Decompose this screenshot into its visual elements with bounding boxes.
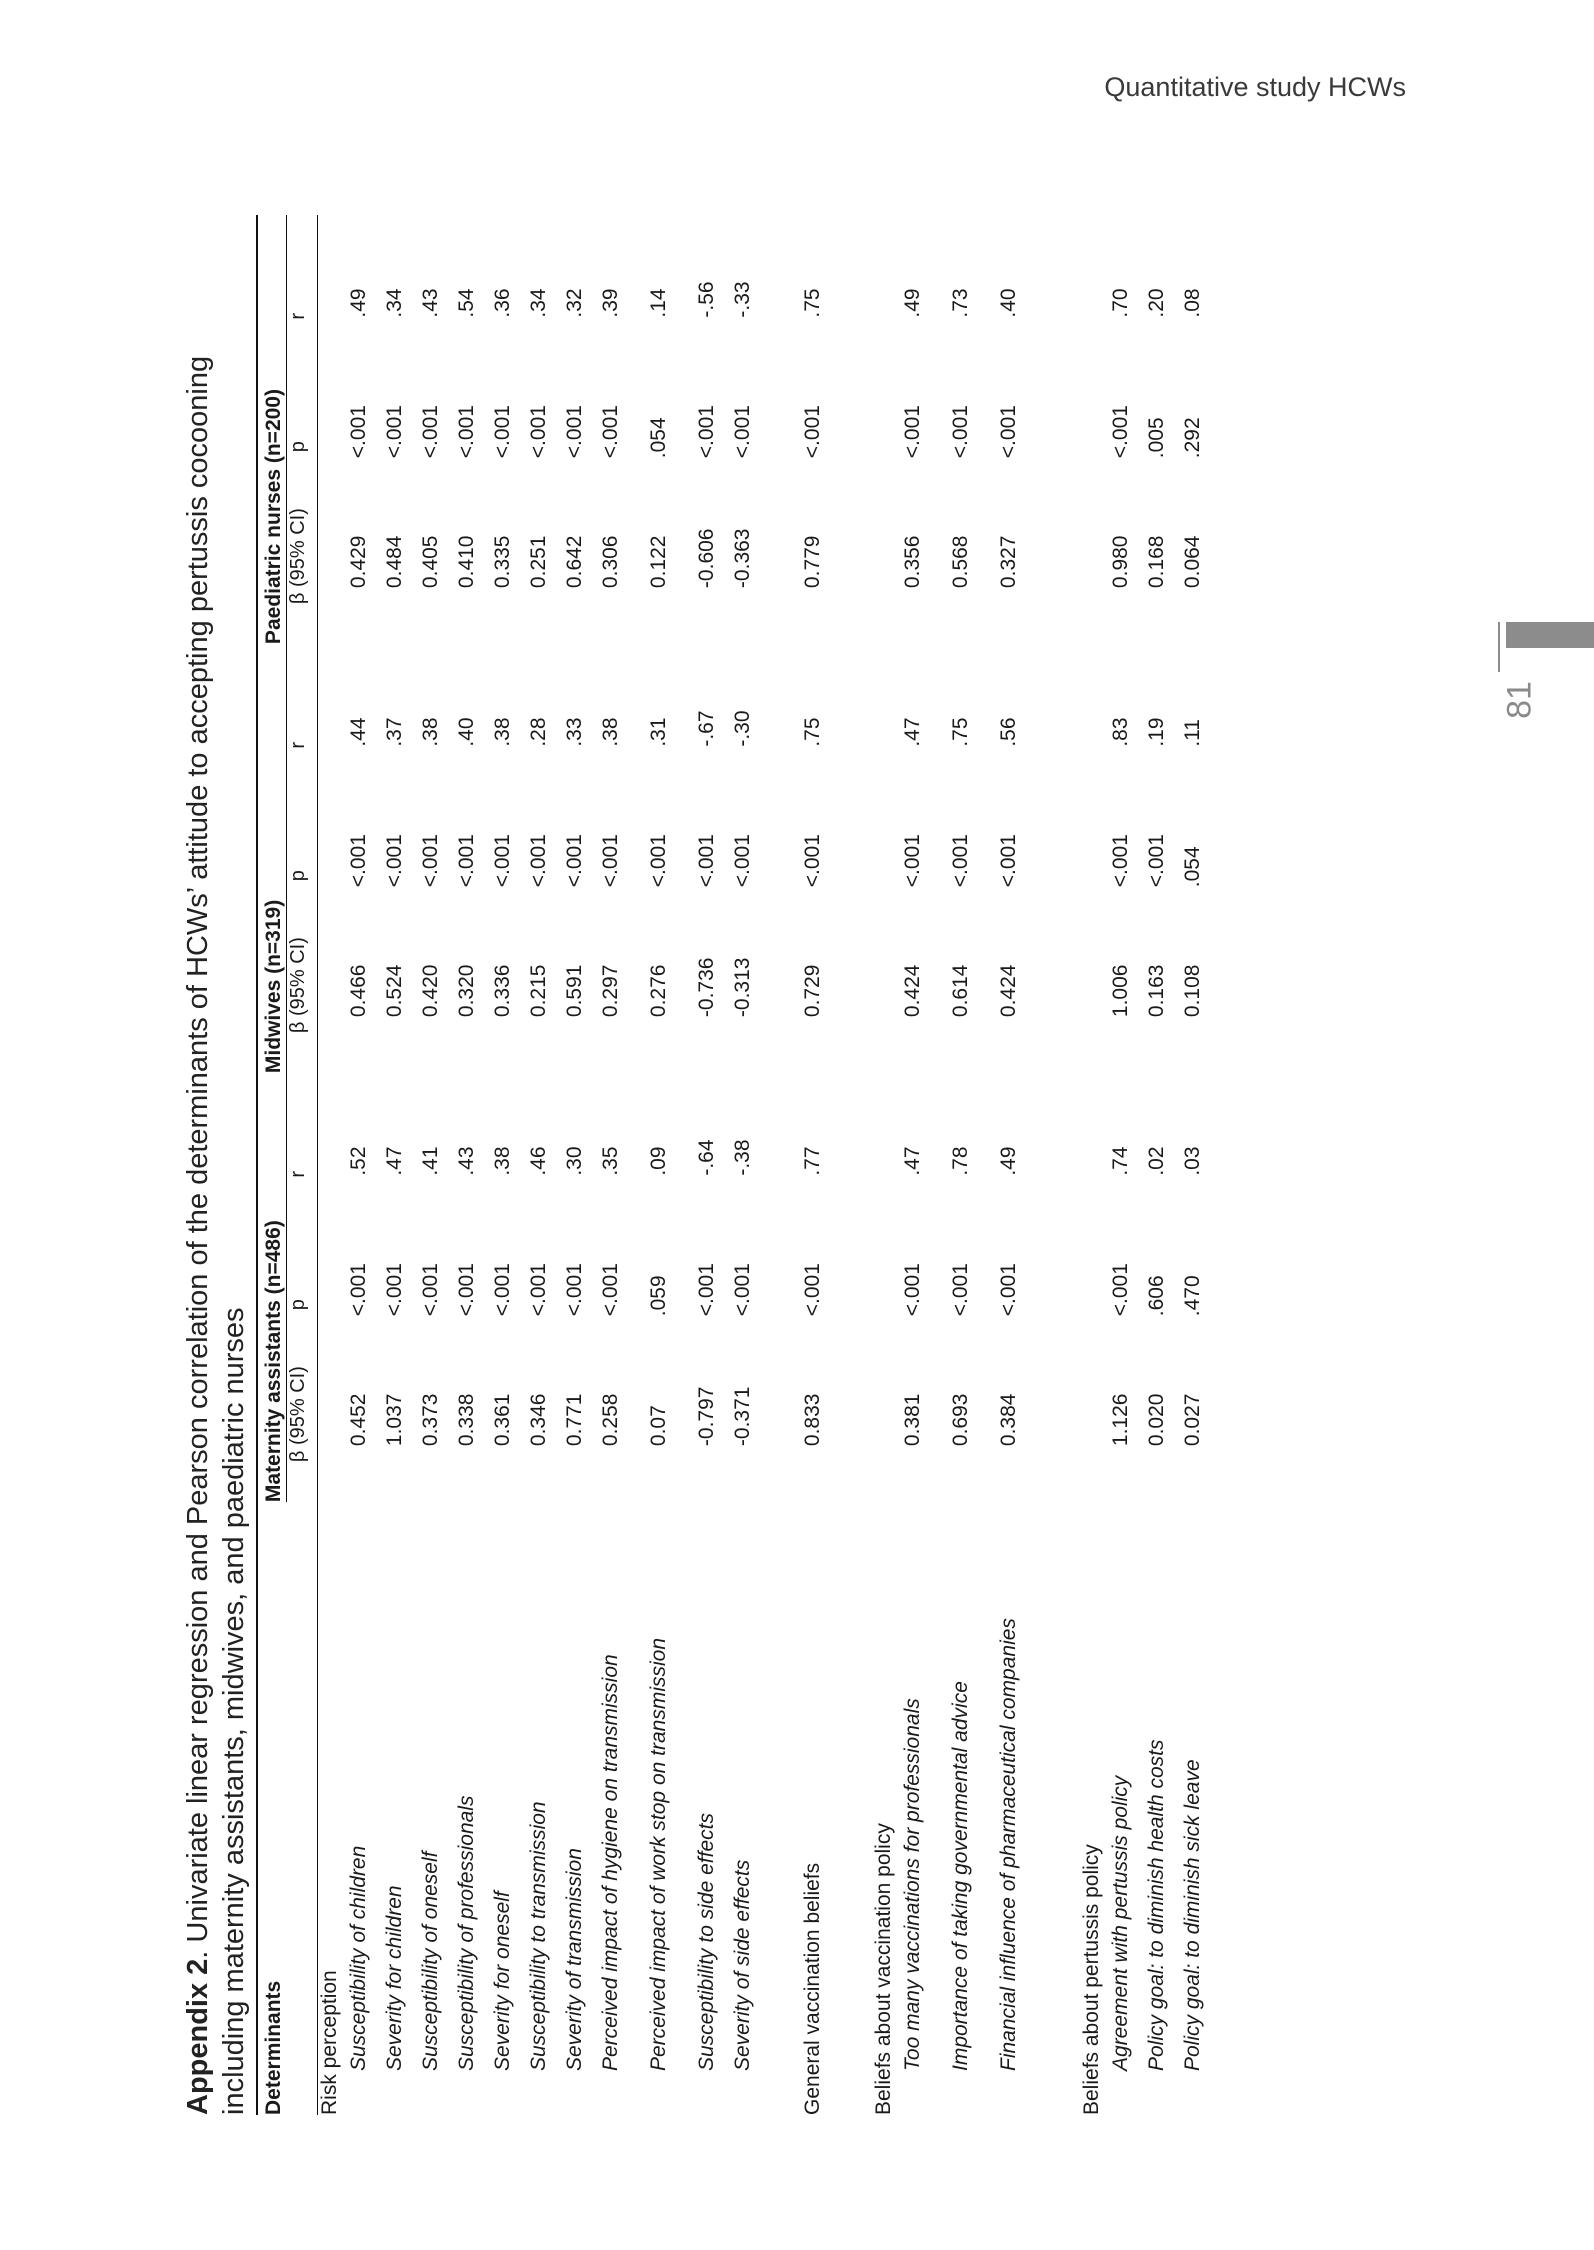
r-value: .49 [901,288,924,318]
table-row [564,215,600,2115]
determinant-label: Agreement with pertussis policy [1109,1775,1132,2071]
r-value: .46 [527,1146,550,1176]
beta-value: 0.320 [455,964,478,1018]
p-value: <.001 [901,834,924,888]
caption-label: Appendix 2 [182,1958,214,2115]
table-row [384,215,420,2115]
table-row [1110,215,1146,2115]
p-value: <.001 [997,405,1020,459]
r-value: .49 [997,1146,1020,1176]
r-value: .14 [647,288,670,318]
category-row [318,215,349,2115]
p-value: .606 [1145,1275,1168,1317]
determinant-label: Susceptibility of oneself [419,1851,442,2071]
r-value: .75 [949,717,972,747]
sub-r: r [287,1171,309,1178]
r-value: -.38 [731,1139,754,1176]
p-value: <.001 [949,405,972,459]
determinant-label: Severity of transmission [563,1848,586,2071]
p-value: <.001 [599,1263,622,1317]
p-value: <.001 [347,834,370,888]
p-value: <.001 [347,1263,370,1317]
beta-value: 1.006 [1109,964,1132,1018]
beta-value: 0.122 [647,535,670,589]
r-value: .44 [347,717,370,747]
r-value: .38 [419,717,442,747]
sub-p: p [287,441,309,453]
beta-value: 0.335 [491,535,514,589]
beta-value: 0.980 [1109,535,1132,589]
p-value: <.001 [455,1263,478,1317]
sub-p: p [287,870,309,882]
beta-value: 0.484 [383,535,406,589]
beta-value: 0.108 [1181,964,1204,1018]
determinant-label: Susceptibility to side effects [695,1813,718,2071]
r-value: .77 [801,1146,824,1176]
table-row [696,215,732,2115]
beta-value: 0.276 [647,964,670,1018]
beta-value: 0.420 [419,964,442,1018]
determinant-label: Policy goal: to diminish health costs [1145,1739,1168,2071]
r-value: .40 [997,288,1020,318]
beta-value: 0.336 [491,964,514,1018]
p-value: .005 [1145,417,1168,459]
p-value: <.001 [695,834,718,888]
r-value: -.56 [695,281,718,318]
col-determinants: Determinants [262,1980,285,2115]
p-value: <.001 [419,405,442,459]
determinant-label: Severity for oneself [491,1891,514,2071]
determinant-label: Financial influence of pharmaceutical companies [997,1618,1020,2071]
beta-value: 0.452 [347,1393,370,1447]
table-row [950,215,998,2115]
r-value: -.33 [731,281,754,318]
category-row [872,215,902,2115]
beta-value: 0.642 [563,535,586,589]
beta-value: 0.591 [563,964,586,1018]
p-value: <.001 [491,405,514,459]
beta-value: 0.429 [347,535,370,589]
beta-value: 0.424 [901,964,924,1018]
sub-beta: β (95% CI) [287,508,309,605]
page-number: 81 [1500,681,1539,719]
table-row [648,215,696,2115]
r-value: .74 [1109,1146,1132,1176]
r-value: .20 [1145,288,1168,318]
r-value: .08 [1181,288,1204,318]
p-value: <.001 [527,834,550,888]
beta-value: 0.327 [997,535,1020,589]
p-value: <.001 [949,834,972,888]
r-value: .52 [347,1146,370,1176]
table-row [456,215,492,2115]
r-value: .41 [419,1146,442,1176]
p-value: <.001 [731,834,754,888]
p-value: .470 [1181,1275,1204,1317]
beta-value: 0.373 [419,1393,442,1447]
r-value: .31 [647,717,670,747]
p-value: <.001 [419,834,442,888]
p-value: <.001 [997,834,1020,888]
r-value: .36 [491,288,514,318]
r-value: .38 [599,717,622,747]
p-value: <.001 [599,405,622,459]
determinant-label: Perceived impact of hygiene on transmission [599,1654,622,2071]
sub-beta: β (95% CI) [287,1366,309,1463]
beta-value: 0.251 [527,535,550,589]
p-value: <.001 [527,405,550,459]
p-value: <.001 [527,1263,550,1317]
determinant-label: General vaccination beliefs [801,1862,824,2115]
p-value: <.001 [901,405,924,459]
p-value: <.001 [647,834,670,888]
category-risk-perception: Risk perception [318,1970,341,2115]
beta-value: 0.338 [455,1393,478,1447]
p-value: <.001 [1109,834,1132,888]
beta-value: 0.779 [801,535,824,589]
p-value: <.001 [695,1263,718,1317]
table-row [902,215,950,2115]
p-value: <.001 [563,834,586,888]
table-row [732,215,768,2115]
r-value: .83 [1109,717,1132,747]
p-value: .059 [647,1275,670,1317]
group-midwives: Midwives (n=319) [257,644,287,1073]
determinant-label: Susceptibility to transmission [527,1801,550,2071]
beta-value: 0.771 [563,1393,586,1447]
r-value: .73 [949,288,972,318]
p-value: <.001 [1109,1263,1132,1317]
r-value: .47 [383,1146,406,1176]
determinant-label: Perceived impact of work stop on transmission [647,1637,670,2071]
p-value: .054 [647,417,670,459]
table-body [318,215,1219,2115]
r-value: .09 [647,1146,670,1176]
beta-value: 0.168 [1145,535,1168,589]
beta-value: 0.064 [1181,535,1204,589]
beta-value: -0.363 [731,528,754,589]
table-caption [180,115,252,2115]
p-value: <.001 [383,405,406,459]
p-value: <.001 [901,1263,924,1317]
beta-value: 0.306 [599,535,622,589]
r-value: .47 [901,1146,924,1176]
beta-value: 0.297 [599,964,622,1018]
beta-value: 0.524 [383,964,406,1018]
beta-value: -0.736 [695,957,718,1018]
determinant-label: Policy goal: to diminish sick leave [1181,1759,1204,2071]
p-value: <.001 [731,405,754,459]
beta-value: 0.410 [455,535,478,589]
r-value: -.67 [695,710,718,747]
r-value: .34 [383,288,406,318]
determinant-label: Severity of side effects [731,1859,754,2071]
r-value: .54 [455,288,478,318]
r-value: -.64 [695,1139,718,1176]
sub-r: r [287,312,309,320]
determinant-label: Too many vaccinations for professionals [901,1698,924,2071]
beta-value: 1.126 [1109,1393,1132,1447]
beta-value: 1.037 [383,1393,406,1447]
beta-value: 0.346 [527,1393,550,1447]
r-value: .03 [1181,1146,1204,1176]
p-value: <.001 [801,834,824,888]
beta-value: 0.381 [901,1393,924,1447]
r-value: .70 [1109,288,1132,318]
table-row [802,215,838,2115]
p-value: <.001 [1109,405,1132,459]
determinant-label: Importance of taking governmental advice [949,1681,972,2071]
beta-value: -0.606 [695,528,718,589]
r-value: .33 [563,717,586,747]
table-row [528,215,564,2115]
p-value: <.001 [695,405,718,459]
sub-p: p [287,1299,309,1311]
beta-value: 0.163 [1145,964,1168,1018]
beta-value: 0.424 [997,964,1020,1018]
p-value: <.001 [347,405,370,459]
r-value: .75 [801,288,824,318]
p-value: <.001 [599,834,622,888]
caption-line2: including maternity assistants, midwives, and paediatric nurses [218,1307,250,2115]
r-value: .32 [563,288,586,318]
r-value: .47 [901,717,924,747]
sub-beta: β (95% CI) [287,937,309,1034]
r-value: .35 [599,1146,622,1176]
category-vaccination-policy: Beliefs about vaccination policy [872,1823,895,2115]
beta-value: 0.729 [801,964,824,1018]
beta-value: 0.384 [997,1393,1020,1447]
group-paediatric-nurses: Paediatric nurses (n=200) [257,215,287,644]
p-value: <.001 [383,1263,406,1317]
beta-value: -0.797 [695,1386,718,1447]
caption-text: . Univariate linear regression and Pearson correlation of the determinants of HCWs’ attitude to accepting pertussis cocooning [182,355,214,1959]
beta-value: 0.356 [901,535,924,589]
beta-value: 0.614 [949,964,972,1018]
page-tab [1506,622,1594,648]
determinant-label: Susceptibility of professionals [455,1795,478,2071]
p-value: <.001 [383,834,406,888]
table-row [348,215,384,2115]
beta-value: 0.466 [347,964,370,1018]
r-value: .43 [419,288,442,318]
p-value: .292 [1181,417,1204,459]
r-value: .39 [599,288,622,318]
p-value: <.001 [731,1263,754,1317]
beta-value: 0.833 [801,1393,824,1447]
p-value: <.001 [949,1263,972,1317]
table-row [1182,215,1218,2115]
beta-value: 0.258 [599,1393,622,1447]
p-value: <.001 [801,405,824,459]
determinant-label: Severity for children [383,1885,406,2071]
r-value: .02 [1145,1146,1168,1176]
beta-value: 0.020 [1145,1393,1168,1447]
beta-value: 0.693 [949,1393,972,1447]
p-value: <.001 [801,1263,824,1317]
rotated-table-block [180,115,1330,2115]
r-value: .38 [491,1146,514,1176]
r-value: .56 [997,717,1020,747]
r-value: .38 [491,717,514,747]
p-value: <.001 [491,834,514,888]
p-value: <.001 [419,1263,442,1317]
p-value: <.001 [455,834,478,888]
header-group-row [257,215,287,2115]
r-value: .28 [527,717,550,747]
r-value: .30 [563,1146,586,1176]
results-table [256,215,1218,2115]
beta-value: 0.07 [647,1405,670,1447]
r-value: .49 [347,288,370,318]
r-value: -.30 [731,710,754,747]
header-sub-row [287,215,318,2115]
p-value: <.001 [455,405,478,459]
r-value: .34 [527,288,550,318]
beta-value: -0.371 [731,1386,754,1447]
running-head: Quantitative study HCWs [1104,72,1406,102]
beta-value: 0.361 [491,1393,514,1447]
category-pertussis-policy: Beliefs about pertussis policy [1080,1844,1103,2115]
beta-value: 0.027 [1181,1393,1204,1447]
category-row [1080,215,1110,2115]
p-value: <.001 [563,1263,586,1317]
table-row [492,215,528,2115]
r-value: .75 [801,717,824,747]
p-value: <.001 [563,405,586,459]
p-value: <.001 [1145,834,1168,888]
beta-value: 0.215 [527,964,550,1018]
group-maternity-assistants: Maternity assistants (n=486) [257,1073,287,1502]
r-value: .43 [455,1146,478,1176]
beta-value: 0.568 [949,535,972,589]
r-value: .37 [383,717,406,747]
beta-value: -0.313 [731,957,754,1018]
page-tab-line [1498,622,1500,672]
table-row [998,215,1046,2115]
p-value: <.001 [997,1263,1020,1317]
r-value: .11 [1181,719,1204,747]
r-value: .78 [949,1146,972,1176]
table-row [420,215,456,2115]
table-row [1146,215,1182,2115]
p-value: <.001 [491,1263,514,1317]
determinant-label: Susceptibility of children [347,1845,370,2071]
r-value: .40 [455,717,478,747]
sub-r: r [287,741,309,749]
table-row [600,215,648,2115]
r-value: .19 [1145,717,1168,747]
p-value: .054 [1181,846,1204,888]
beta-value: 0.405 [419,535,442,589]
